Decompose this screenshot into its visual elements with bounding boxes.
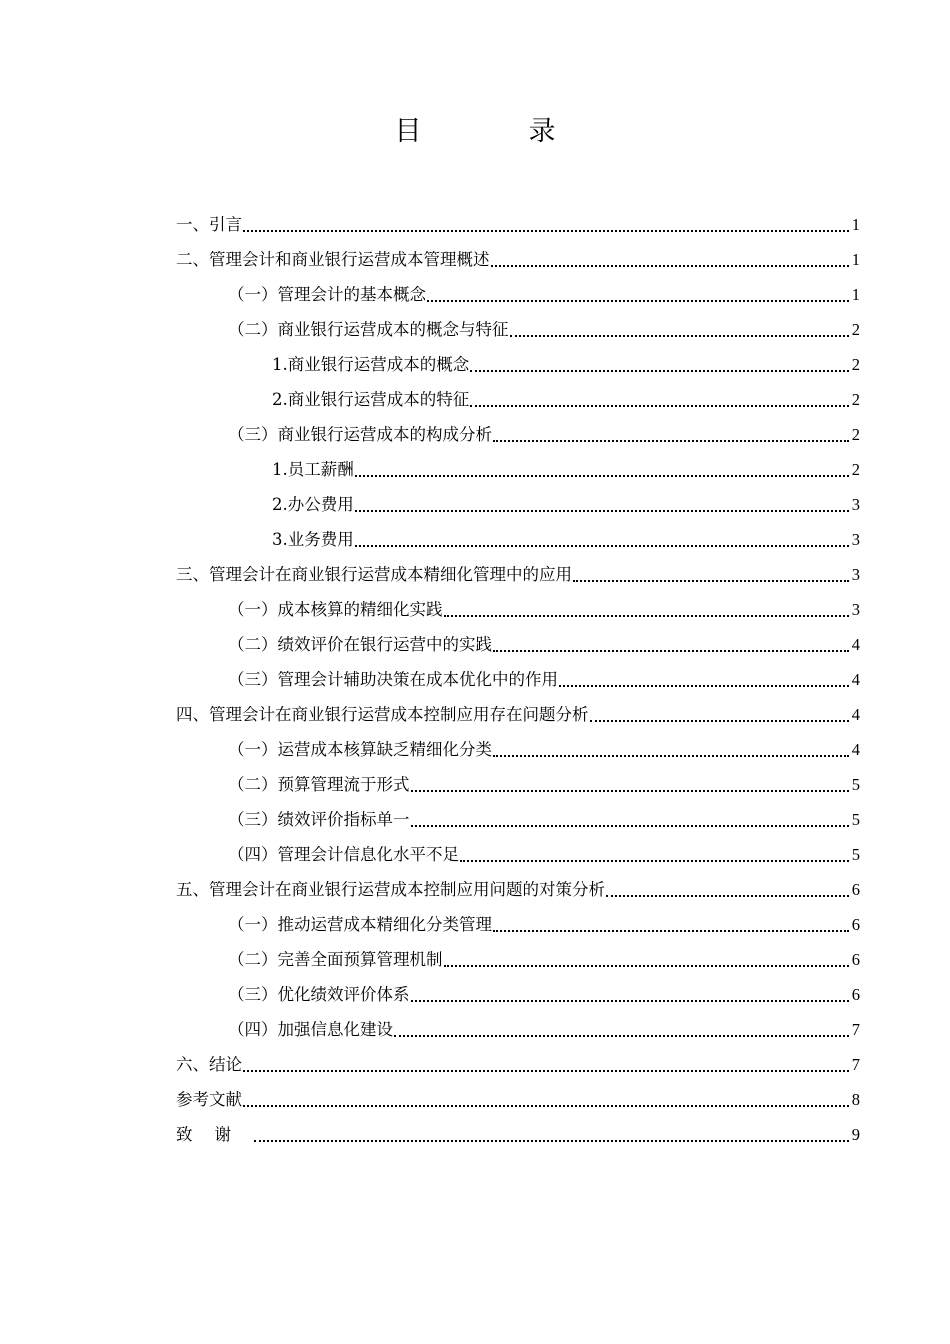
toc-entry-page: 3 — [851, 530, 860, 549]
toc-leader — [444, 964, 850, 967]
toc-leader — [243, 1104, 849, 1107]
toc-leader — [559, 684, 849, 687]
toc-entry-label: （二）商业银行运营成本的概念与特征 — [228, 320, 509, 339]
toc-entry-page: 4 — [851, 740, 860, 759]
toc-entry[interactable] — [176, 452, 860, 487]
toc-leader — [510, 334, 850, 337]
toc-leader — [411, 824, 850, 827]
toc-entry-label: （二）完善全面预算管理机制 — [228, 950, 443, 969]
toc-entry-page: 6 — [851, 880, 860, 899]
toc-entry-page: 3 — [851, 600, 860, 619]
toc-entry-label: 三、管理会计在商业银行运营成本精细化管理中的应用 — [176, 565, 572, 584]
toc-entry-page: 9 — [851, 1125, 860, 1144]
toc-leader — [493, 929, 849, 932]
toc-entry[interactable] — [176, 627, 860, 662]
toc-entry[interactable] — [176, 767, 860, 802]
toc-leader — [573, 579, 849, 582]
toc-entry[interactable] — [176, 802, 860, 837]
toc-entry-page: 5 — [851, 845, 860, 864]
toc-entry[interactable] — [176, 662, 860, 697]
toc-leader — [254, 1139, 849, 1142]
toc-entry-label: 四、管理会计在商业银行运营成本控制应用存在问题分析 — [176, 705, 589, 724]
toc-entry-label: （四）管理会计信息化水平不足 — [228, 845, 459, 864]
toc-entry[interactable] — [176, 1117, 860, 1152]
toc-entry[interactable] — [176, 347, 860, 382]
toc-entry-page: 6 — [851, 950, 860, 969]
toc-entry[interactable] — [176, 522, 860, 557]
toc-entry-label: 参考文献 — [176, 1090, 242, 1109]
toc-entry[interactable] — [176, 592, 860, 627]
toc-entry-page: 7 — [851, 1020, 860, 1039]
toc-entry-label: 六、结论 — [176, 1055, 242, 1074]
toc-entry[interactable] — [176, 1082, 860, 1117]
toc-entry[interactable] — [176, 1047, 860, 1082]
toc-leader — [493, 649, 849, 652]
toc-entry-page: 1 — [851, 250, 860, 269]
toc-entry-page: 2 — [851, 425, 860, 444]
toc-entry-page: 2 — [851, 355, 860, 374]
toc-entry-label: （二）预算管理流于形式 — [228, 775, 410, 794]
toc-entry-page: 4 — [851, 705, 860, 724]
toc-entry-page: 2 — [851, 320, 860, 339]
toc-entry-label: 1.商业银行运营成本的概念 — [272, 355, 470, 374]
toc-entry-page: 4 — [851, 635, 860, 654]
toc-entry[interactable] — [176, 872, 860, 907]
toc-entry-label: （三）绩效评价指标单一 — [228, 810, 410, 829]
toc-entry-page: 8 — [851, 1090, 860, 1109]
toc-leader — [394, 1034, 849, 1037]
toc-leader — [493, 439, 849, 442]
toc-entry[interactable] — [176, 382, 860, 417]
toc-entry-page: 4 — [851, 670, 860, 689]
toc-entry[interactable] — [176, 207, 860, 242]
toc-leader — [355, 509, 849, 512]
toc-entry[interactable] — [176, 977, 860, 1012]
toc-entry-label: （三）商业银行运营成本的构成分析 — [228, 425, 492, 444]
toc-entry-page: 6 — [851, 985, 860, 1004]
toc-entry-page: 5 — [851, 810, 860, 829]
toc-entry[interactable] — [176, 1012, 860, 1047]
toc-leader — [470, 404, 849, 407]
toc-leader — [493, 754, 849, 757]
toc-entry-label: （一）运营成本核算缺乏精细化分类 — [228, 740, 492, 759]
toc-entry-label: 3.业务费用 — [272, 530, 354, 549]
toc-entry[interactable] — [176, 557, 860, 592]
toc-entry-page: 3 — [851, 495, 860, 514]
toc-entry-page: 5 — [851, 775, 860, 794]
toc-leader — [411, 999, 850, 1002]
toc-leader — [444, 614, 850, 617]
toc-leader — [411, 789, 850, 792]
toc-leader — [427, 299, 849, 302]
toc-entry-page: 1 — [851, 215, 860, 234]
toc-entry-page: 6 — [851, 915, 860, 934]
toc-entry[interactable] — [176, 487, 860, 522]
toc-entry[interactable] — [176, 942, 860, 977]
toc-entry[interactable] — [176, 312, 860, 347]
toc-entry[interactable] — [176, 417, 860, 452]
toc-entry-label: （一）管理会计的基本概念 — [228, 285, 426, 304]
toc-entry-label: 2.商业银行运营成本的特征 — [272, 390, 470, 409]
toc-title: 目 录 — [394, 116, 596, 147]
toc-entry[interactable] — [176, 837, 860, 872]
toc-entry[interactable] — [176, 732, 860, 767]
toc-leader — [606, 894, 849, 897]
toc-entry-label: 致谢 — [176, 1125, 253, 1144]
toc-entry-page: 1 — [851, 285, 860, 304]
toc-leader — [491, 264, 850, 267]
toc-entry-label: （三）管理会计辅助决策在成本优化中的作用 — [228, 670, 558, 689]
toc-leader — [460, 859, 849, 862]
toc-entry[interactable] — [176, 242, 860, 277]
toc-entry-page: 3 — [851, 565, 860, 584]
toc-entry-label: 2.办公费用 — [272, 495, 354, 514]
toc-entry-page: 2 — [851, 390, 860, 409]
toc-leader — [243, 229, 849, 232]
toc-entry-label: 一、引言 — [176, 215, 242, 234]
toc-leader — [470, 369, 849, 372]
toc-leader — [590, 719, 850, 722]
toc-entry-label: 五、管理会计在商业银行运营成本控制应用问题的对策分析 — [176, 880, 605, 899]
toc-entry-page: 2 — [851, 460, 860, 479]
toc-entry-label: 二、管理会计和商业银行运营成本管理概述 — [176, 250, 490, 269]
toc-leader — [355, 474, 849, 477]
toc-entry-label: （四）加强信息化建设 — [228, 1020, 393, 1039]
toc-entry-label: （二）绩效评价在银行运营中的实践 — [228, 635, 492, 654]
toc-entry[interactable] — [176, 907, 860, 942]
toc-entry-label: （一）成本核算的精细化实践 — [228, 600, 443, 619]
toc-entry[interactable] — [176, 697, 860, 732]
toc-entry-label: （三）优化绩效评价体系 — [228, 985, 410, 1004]
toc-entry[interactable] — [176, 277, 860, 312]
toc-leader — [355, 544, 849, 547]
toc-entry-label: 1.员工薪酬 — [272, 460, 354, 479]
toc-entry-label: （一）推动运营成本精细化分类管理 — [228, 915, 492, 934]
table-of-contents — [176, 207, 860, 1152]
toc-leader — [243, 1069, 849, 1072]
toc-entry-page: 7 — [851, 1055, 860, 1074]
